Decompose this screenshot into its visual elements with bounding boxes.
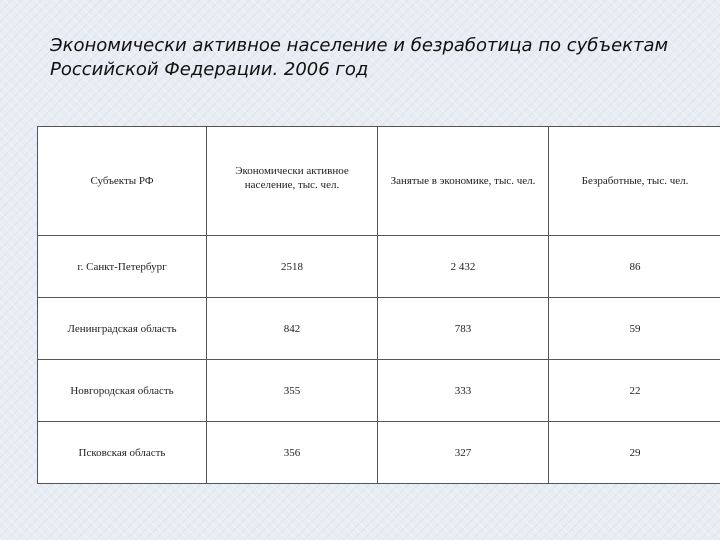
cell-region: Псковская область — [38, 422, 207, 484]
header-unemployed-label: Безработные, тыс. чел. — [581, 175, 689, 187]
cell-employed: 2 432 — [378, 236, 549, 298]
cell-active-population: 842 — [207, 298, 378, 360]
cell-region: Ленинградская область — [38, 298, 207, 360]
cell-unemployed: 22 — [549, 360, 720, 422]
slide-title: Экономически активное население и безработица по субъектам Российской Федерации. 2006 год — [50, 35, 669, 80]
cell-unemployed: 59 — [549, 298, 720, 360]
header-unemployed — [549, 127, 720, 236]
cell-employed: 327 — [378, 422, 549, 484]
cell-employed: 333 — [378, 360, 549, 422]
header-regions — [38, 127, 207, 236]
table-row — [38, 422, 720, 484]
header-regions-label: Субъекты РФ — [90, 175, 154, 187]
header-active-population-label: Экономически активное население, тыс. чел. — [235, 165, 349, 191]
cell-active-population: 2518 — [207, 236, 378, 298]
header-active-population — [207, 127, 378, 236]
cell-employed: 783 — [378, 298, 549, 360]
table-row — [38, 236, 720, 298]
cell-region: г. Санкт-Петербург — [38, 236, 207, 298]
table-row — [38, 298, 720, 360]
cell-region: Новгородская область — [38, 360, 207, 422]
table-row — [38, 360, 720, 422]
table-header-row — [38, 127, 720, 236]
cell-unemployed: 29 — [549, 422, 720, 484]
cell-active-population: 356 — [207, 422, 378, 484]
statistics-table — [37, 126, 720, 484]
cell-active-population: 355 — [207, 360, 378, 422]
header-employed-label: Занятые в экономике, тыс. чел. — [390, 174, 536, 187]
header-employed — [378, 127, 549, 236]
cell-unemployed: 86 — [549, 236, 720, 298]
